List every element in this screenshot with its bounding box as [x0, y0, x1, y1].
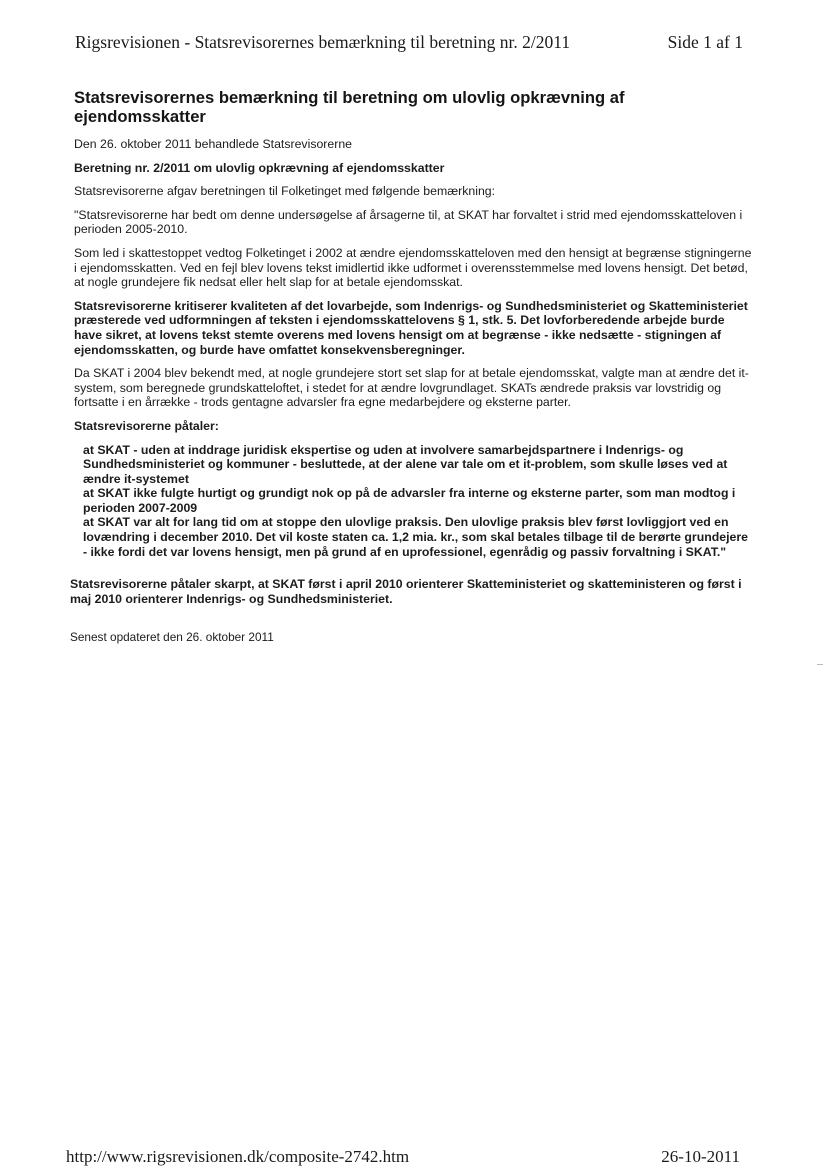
paragraph-background: Som led i skattestoppet vedtog Folketinget i 2002 at ændre ejendomsskatteloven med den hensigt at begrænse stigningerne i ejendomsskatten. Ved en fejl blev lovens tekst imidlertid ikke udformet i overensstemmelse med lovens hensigt. Det betød, at nogle grundejere fik nedsat eller helt slap for at betale ejendomsskat. — [74, 245, 752, 290]
list-item: at SKAT var alt for lang tid om at stoppe den ulovlige praksis. Den ulovlige praksis blev først lovliggjort ved en lovændring i december 2010. Det vil koste staten ca. 1,2 mia. kr., som skal betales tilbage til de berørte grundejere - ikke fordi det var lovens hensigt, men på grund af en uprofessionel, egenrådig og passiv forvaltning i SKAT." — [83, 515, 748, 559]
list-item: at SKAT ikke fulgte hurtigt og grundigt nok op på de advarsler fra interne og eksterne parter, som man modtog i perioden 2007-2009 — [83, 486, 736, 515]
paataler-list — [83, 443, 754, 560]
print-footer-url: http://www.rigsrevisionen.dk/composite-2742.htm — [66, 1147, 410, 1166]
print-header-page-number: Side 1 af 1 — [667, 32, 743, 52]
last-updated: Senest opdateret den 26. oktober 2011 — [70, 630, 274, 645]
date-line: Den 26. oktober 2011 behandlede Statsrevisorerne — [74, 137, 353, 151]
paragraph-skat-practice: Da SKAT i 2004 blev bekendt med, at nogle grundejere stort set slap for at betale ejendomsskat, valgte man at ændre det it-system, som beregnede grundskatteloftet, i stedet for at ændre lovgrundlaget. SKATs ændrede praksis var lovstridig og fortsatte i en årrække - trods gentagne advarsler fra egne medarbejdere og eksterne parter. — [74, 366, 749, 410]
paragraph-criticism: Statsrevisorerne kritiserer kvaliteten af det lovarbejde, som Indenrigs- og Sundhedsministeriet og Skatteministeriet præsterede ved udformningen af teksten i ejendomsskattelovens § 1, stk. 5. Det lovforberedende arbejde burde have sikret, at lovens tekst stemte overens med lovens hensigt om at begrænse - ikke nedsætte - stigningen af ejendomsskatten, og burde have omfattet konsekvensberegninger. — [74, 298, 748, 357]
print-footer-date: 26-10-2011 — [661, 1147, 740, 1166]
document-title: Statsrevisorernes bemærkning til beretning om ulovlig opkrævning af ejendomsskatter — [74, 88, 625, 126]
document-body — [70, 88, 754, 645]
list-item: at SKAT - uden at inddrage juridisk ekspertise og uden at involvere samarbejdspartnere i Indenrigs- og Sundhedsministeriet og kommuner - besluttede, at der alene var tale om et it-problem, som skulle løses ved at ændre it-systemet — [83, 442, 728, 486]
intro-paragraph: Statsrevisorerne afgav beretningen til Folketinget med følgende bemærkning: — [74, 184, 496, 199]
print-header-title: Rigsrevisionen - Statsrevisorernes bemærkning til beretning nr. 2/2011 — [75, 32, 571, 52]
scan-artifact — [817, 664, 823, 665]
paragraph-investigation: "Statsrevisorerne har bedt om denne undersøgelse af årsagerne til, at SKAT har forvaltet i strid med ejendomsskatteloven i perioden 2005-2010. — [74, 207, 743, 237]
paataler-heading: Statsrevisorerne påtaler: — [74, 418, 219, 433]
paragraph-sharp-criticism: Statsrevisorerne påtaler skarpt, at SKAT først i april 2010 orienterer Skatteministeriet og skatteministeren og først i maj 2010 orienterer Indenrigs- og Sundhedsministeriet. — [70, 577, 742, 606]
report-heading: Beretning nr. 2/2011 om ulovlig opkrævning af ejendomsskatter — [74, 160, 445, 175]
